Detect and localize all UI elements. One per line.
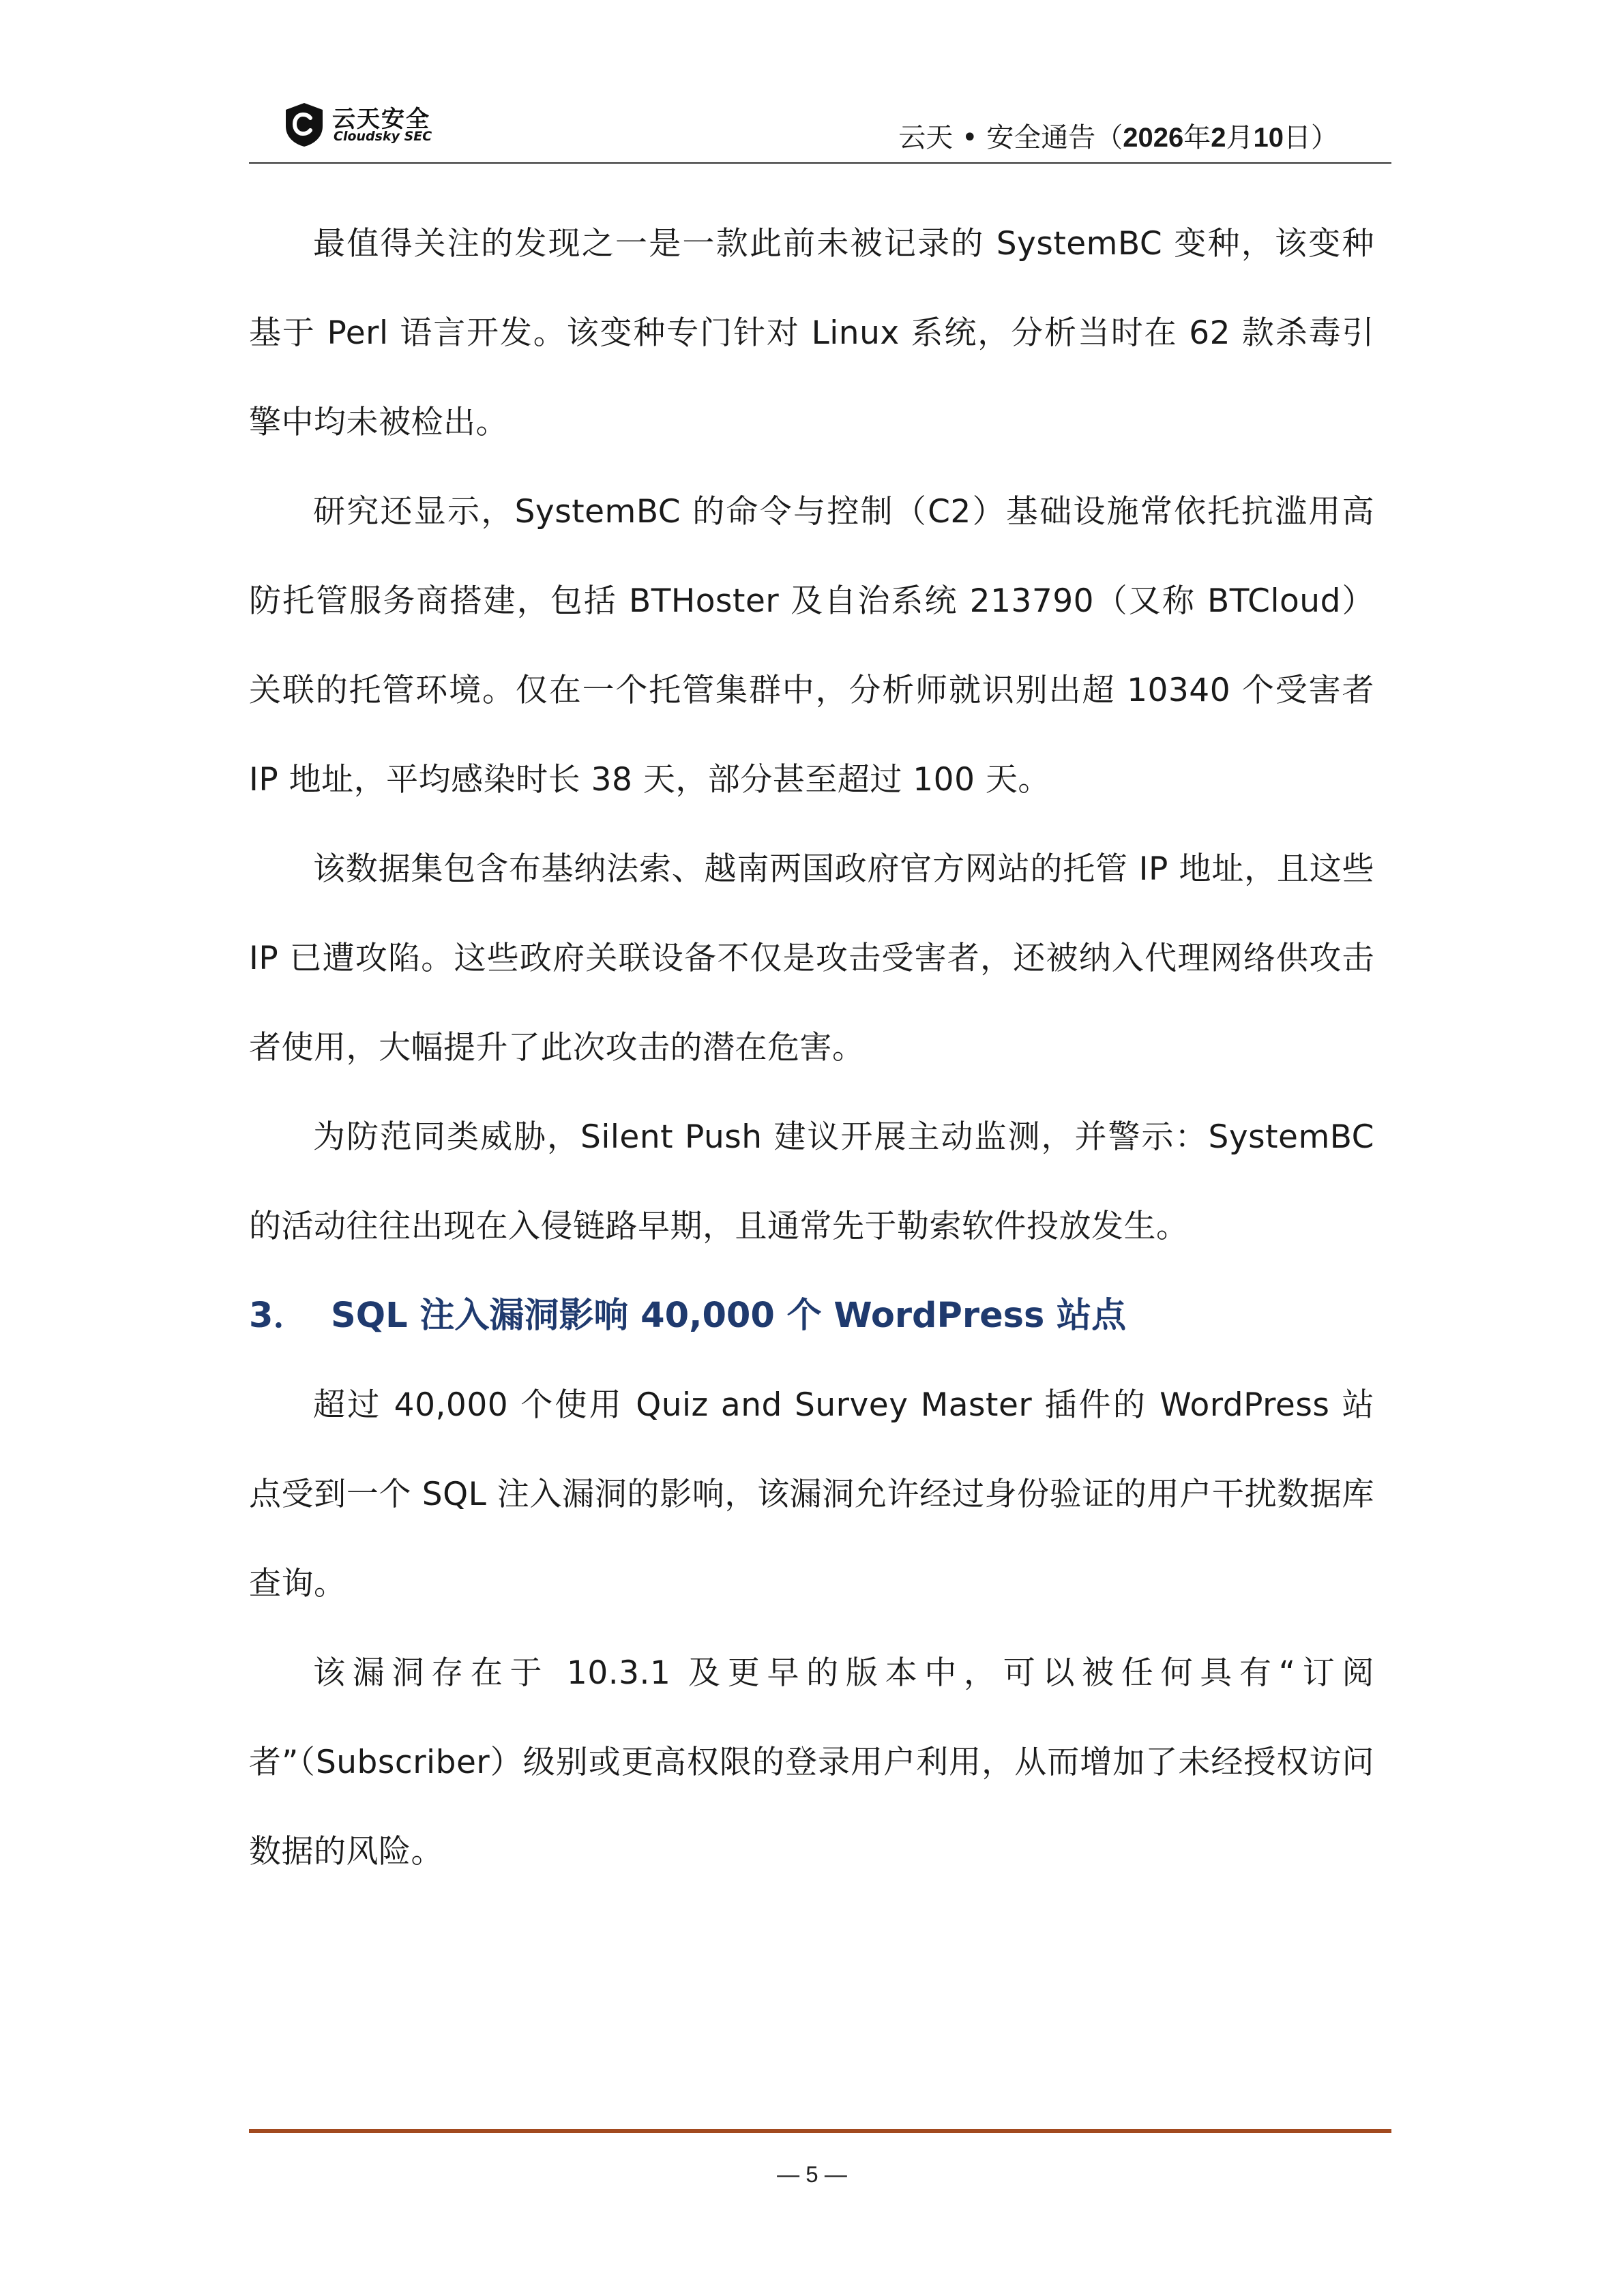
bulletin-year-unit: 年 — [1183, 122, 1211, 153]
page-number: — 5 — — [777, 2162, 847, 2187]
body-paragraph: 该漏洞存在于 10.3.1 及更早的版本中，可以被任何具有“订阅者”（Subscriber）级别或更高权限的登录用户利用，从而增加了未经授权访问数据的风险。 — [249, 1654, 1374, 1870]
bulletin-year: 2026 — [1123, 123, 1184, 153]
bulletin-day: 10 — [1253, 123, 1284, 153]
section-number: 3． — [249, 1296, 308, 1336]
body-paragraph: 为防范同类威胁，Silent Push 建议开展主动监测，并警示：SystemBC 的活动往往出现在入侵链路早期，且通常先于勒索软件投放发生。 — [249, 1118, 1374, 1245]
body-paragraph: 最值得关注的发现之一是一款此前未被记录的 SystemBC 变种，该变种基于 Perl 语言开发。该变种专门针对 Linux 系统，分析当时在 62 款杀毒引擎中均未被检出。 — [249, 225, 1374, 441]
bulletin-title — [898, 116, 1338, 155]
body-paragraph: 研究还显示，SystemBC 的命令与控制（C2）基础设施常依托抗滥用高防托管服务商搭建，包括 BTHoster 及自治系统 213790（又称 BTCloud）关联的托管环境。仅在一个托管集群中，分析师就识别出超 10340 个受害者 IP 地址，平均感染时长 38 天，部分甚至超过 100 天。 — [249, 493, 1374, 799]
section-heading — [249, 1271, 1374, 1360]
bulletin-month-unit: 月 — [1226, 122, 1254, 153]
shield-logo-icon — [283, 102, 325, 148]
body-paragraph: 超过 40,000 个使用 Quiz and Survey Master 插件的 WordPress 站点受到一个 SQL 注入漏洞的影响，该漏洞允许经过身份验证的用户干扰数据库查询。 — [249, 1386, 1374, 1602]
section-title: SQL 注入漏洞影响 40,000 个 WordPress 站点 — [331, 1296, 1127, 1336]
logo-chinese-text: 云天安全 — [332, 106, 430, 133]
page-header — [249, 95, 1391, 164]
bulletin-month: 2 — [1211, 123, 1226, 153]
logo-english-text: Cloudsky SEC — [334, 129, 432, 144]
body-paragraph: 该数据集包含布基纳法索、越南两国政府官方网站的托管 IP 地址，且这些 IP 已遭攻陷。这些政府关联设备不仅是攻击受害者，还被纳入代理网络供攻击者使用，大幅提升了此次攻击的潜在危害。 — [249, 850, 1374, 1067]
header-divider — [249, 162, 1391, 164]
document-body — [249, 199, 1374, 1896]
footer-divider — [249, 2129, 1391, 2133]
bulletin-day-unit: 日） — [1284, 122, 1338, 153]
bulletin-title-prefix: 云天 • 安全通告（ — [898, 122, 1123, 153]
cloudsky-logo — [283, 99, 501, 153]
